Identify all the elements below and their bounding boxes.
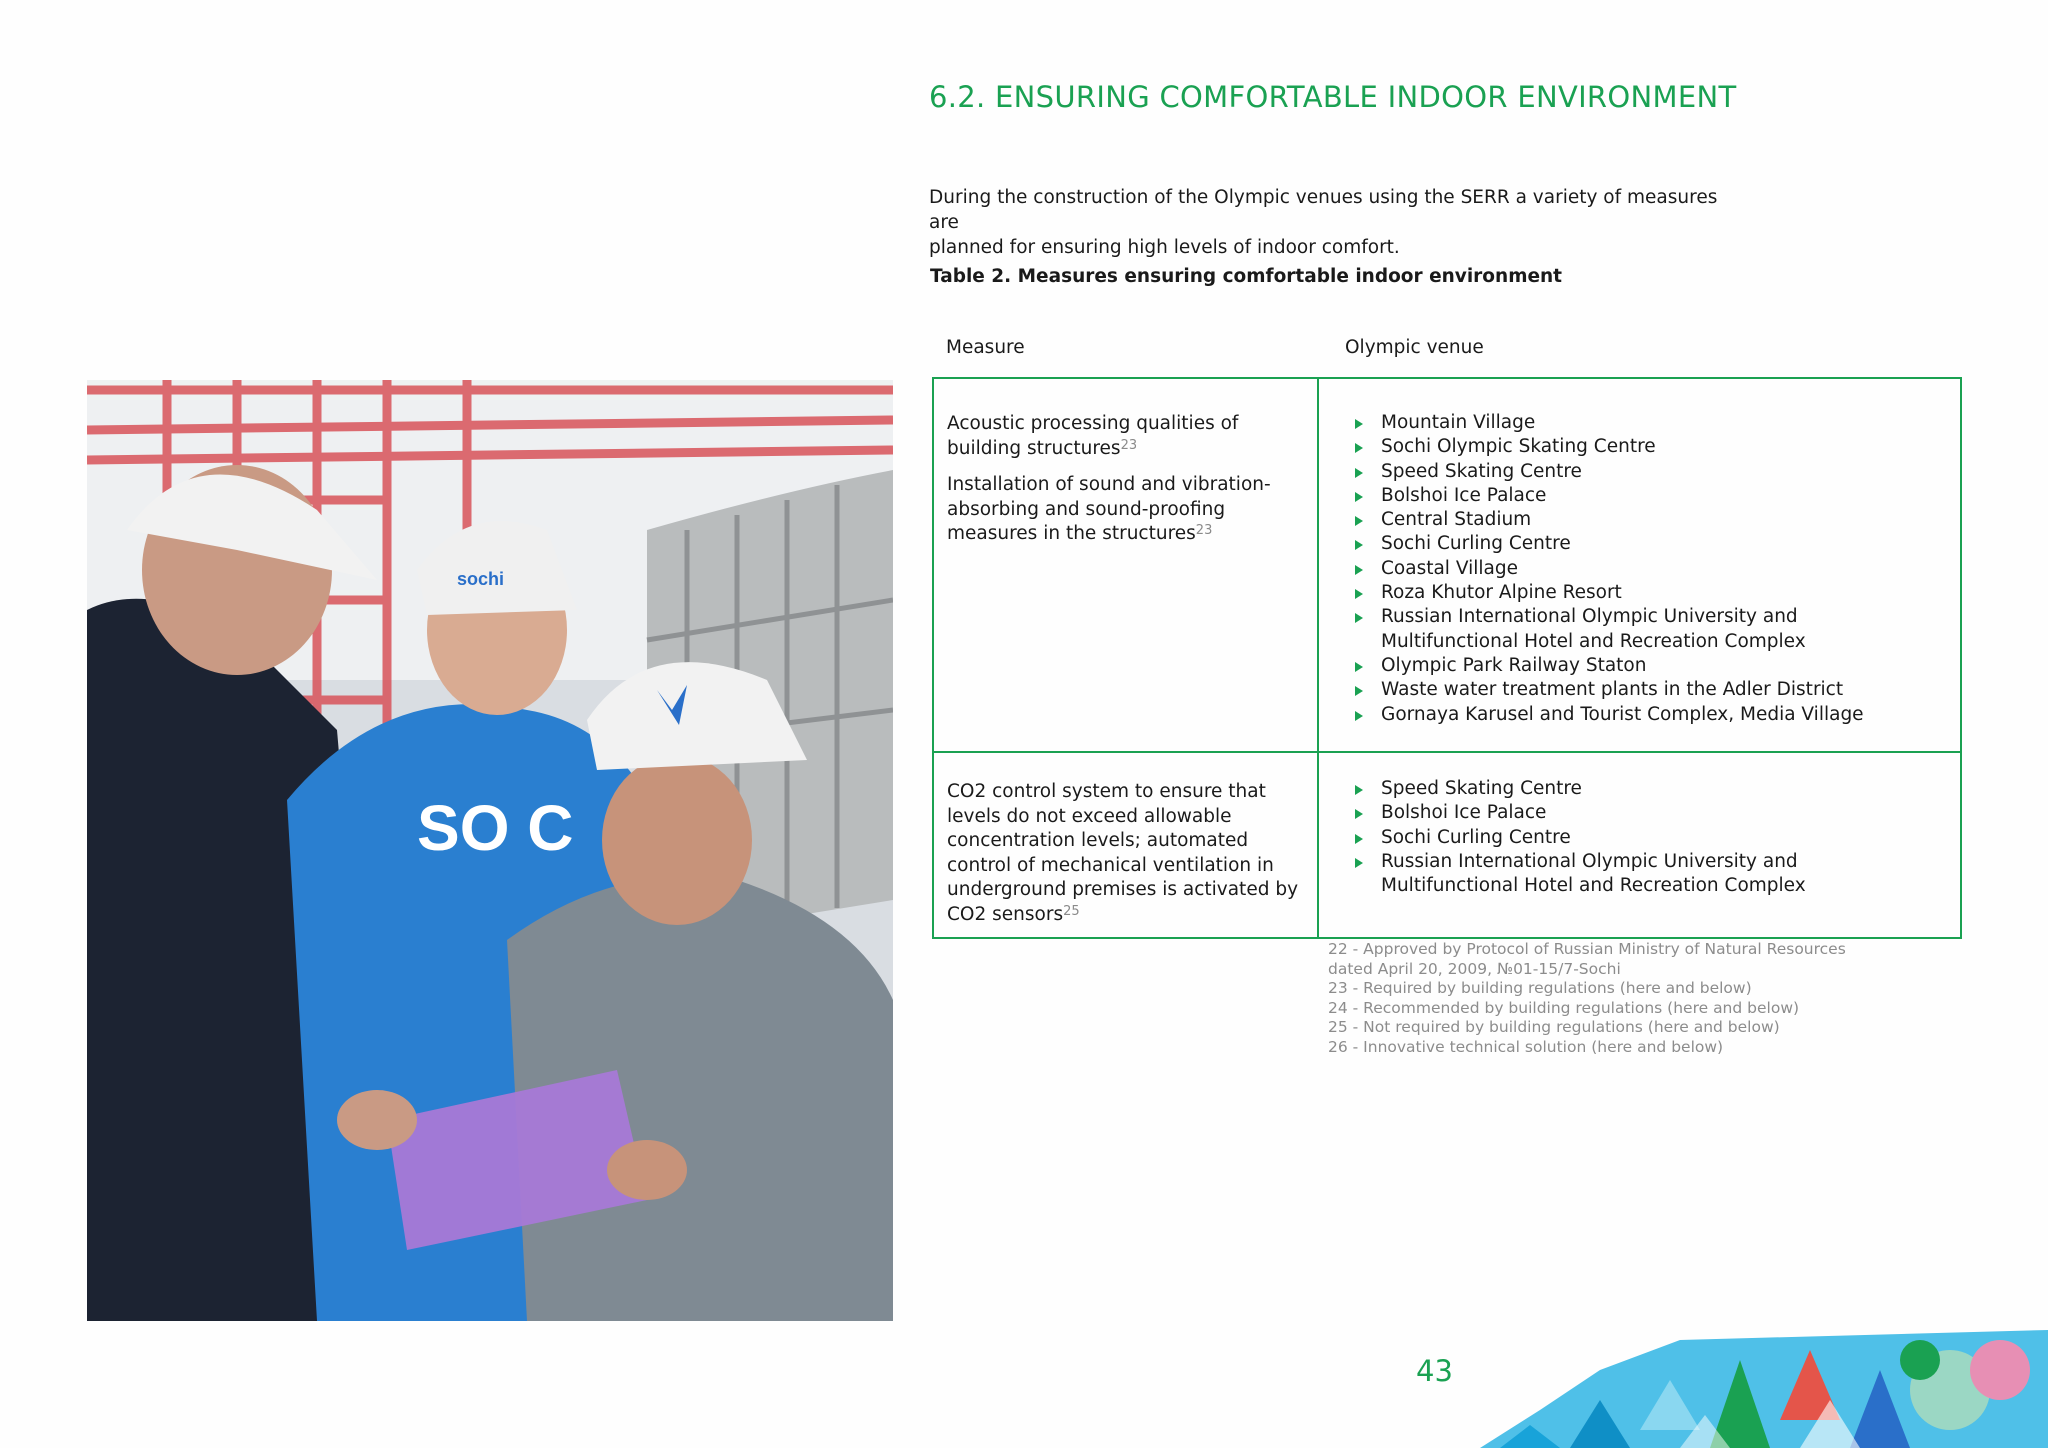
footnote-ref: 23 <box>1120 437 1138 453</box>
column-header-measure: Measure <box>946 337 1025 358</box>
footnotes <box>1328 940 1928 1057</box>
footnote: 26 - Innovative technical solution (here and below) <box>1328 1037 1724 1056</box>
footnote: 22 - Approved by Protocol of Russian Ministry of Natural Resources <box>1328 940 1846 958</box>
decorative-pattern <box>1480 1330 2048 1448</box>
venue-item: Mountain Village <box>1353 411 1940 435</box>
column-header-venue: Olympic venue <box>1345 337 1484 358</box>
venue-list <box>1353 411 1940 727</box>
venue-item: Gornaya Karusel and Tourist Complex, Media Village <box>1353 703 1940 727</box>
measure-cell <box>934 753 1319 937</box>
venue-item: Waste water treatment plants in the Adler District <box>1353 678 1940 702</box>
table-caption: Table 2. Measures ensuring comfortable indoor environment <box>930 266 1563 287</box>
venue-item: Coastal Village <box>1353 557 1940 581</box>
venue-item: Bolshoi Ice Palace <box>1353 801 1940 825</box>
measure-text-content: Acoustic processing qualities of building structures <box>947 413 1239 459</box>
venue-item: Sochi Curling Centre <box>1353 532 1940 556</box>
measures-table <box>932 377 1962 939</box>
measure-cell <box>934 379 1319 751</box>
intro-line-1: During the construction of the Olympic venues using the SERR a variety of measures are <box>929 187 1718 233</box>
footnote: 24 - Recommended by building regulations (here and below) <box>1328 998 1800 1017</box>
venue-item: Russian International Olympic University and Multifunctional Hotel and Recreation Complex <box>1353 605 1940 654</box>
measure-text-content: CO2 control system to ensure that levels do not exceed allowable concentration levels; automated control of mechanical ventilation in underground premises is activated by CO2 sensors <box>947 781 1299 925</box>
venue-item: Bolshoi Ice Palace <box>1353 484 1940 508</box>
footnote: 25 - Not required by building regulations (here and below) <box>1328 1018 1780 1036</box>
venue-item: Sochi Olympic Skating Centre <box>1353 435 1940 459</box>
footnote: 23 - Required by building regulations (here and below) <box>1328 979 1752 997</box>
intro-line-2: planned for ensuring high levels of indoor comfort. <box>929 237 1400 258</box>
footnote-ref: 25 <box>1063 903 1080 919</box>
venue-item: Olympic Park Railway Staton <box>1353 654 1940 678</box>
svg-text:SO C: SO C <box>417 792 574 864</box>
measure-text <box>947 412 1311 461</box>
measure-text <box>947 780 1311 927</box>
table-row <box>934 379 1960 751</box>
venue-cell <box>1319 753 1960 937</box>
venue-item: Sochi Curling Centre <box>1353 826 1940 850</box>
construction-photo <box>87 380 893 1321</box>
venue-item: Speed Skating Centre <box>1353 460 1940 484</box>
venue-cell <box>1319 379 1960 751</box>
venue-item: Roza Khutor Alpine Resort <box>1353 581 1940 605</box>
footnote: dated April 20, 2009, №01-15/7-Sochi <box>1328 959 1621 978</box>
section-title: 6.2. ENSURING COMFORTABLE INDOOR ENVIRONMENT <box>929 80 1737 114</box>
intro-paragraph <box>929 185 1749 260</box>
svg-text:sochi: sochi <box>457 569 505 589</box>
measure-text <box>947 473 1311 547</box>
venue-list <box>1353 777 1940 898</box>
page-number: 43 <box>1416 1354 1453 1388</box>
venue-item: Speed Skating Centre <box>1353 777 1940 801</box>
venue-item: Russian International Olympic University and Multifunctional Hotel and Recreation Complex <box>1353 850 1940 899</box>
table-row <box>934 751 1960 937</box>
measure-text-content: Installation of sound and vibration-absorbing and sound-proofing measures in the structures <box>947 474 1271 544</box>
footnote-ref: 23 <box>1195 523 1213 538</box>
venue-item: Central Stadium <box>1353 508 1940 532</box>
